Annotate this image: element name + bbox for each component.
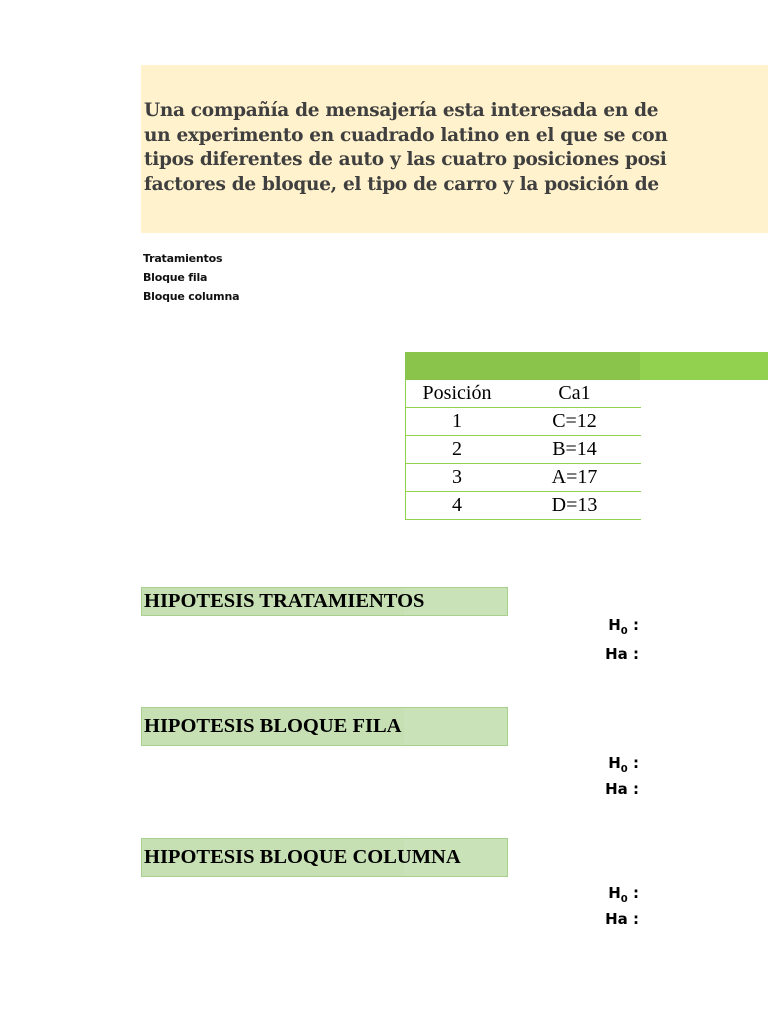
problem-line-3: tipos diferentes de auto y las cuatro posiciones posi [144, 149, 667, 170]
h0-colon: : [627, 884, 639, 902]
cell-ca1[interactable]: D=13 [508, 492, 641, 520]
data-table [405, 380, 641, 520]
table-row [406, 408, 642, 436]
cell-ca1[interactable]: C=12 [508, 408, 641, 436]
cell-posicion[interactable]: 3 [406, 464, 509, 492]
h0-letter: H [608, 884, 621, 902]
hypothesis-header-shade [404, 708, 507, 745]
h0-colon: : [627, 754, 639, 772]
hypothesis-tratamientos-h0 [608, 616, 639, 637]
table-header-row [406, 380, 642, 408]
label-bloque-columna: Bloque columna [143, 290, 240, 303]
table-row [406, 492, 642, 520]
problem-line-1: Una compañía de mensajería esta interesada en de [144, 100, 659, 121]
hypothesis-bloque-columna-ha: Ha : [605, 910, 639, 928]
table-header-bar-left [405, 352, 640, 380]
hypothesis-tratamientos-ha: Ha : [605, 645, 639, 663]
hypothesis-bloque-columna-header [141, 838, 508, 877]
h0-subscript: 0 [620, 764, 628, 775]
cell-ca1[interactable]: B=14 [508, 436, 641, 464]
header-ca1[interactable]: Ca1 [508, 380, 641, 408]
problem-statement-box [141, 65, 768, 233]
hypothesis-tratamientos-header [141, 587, 508, 616]
h0-subscript: 0 [620, 626, 628, 637]
cell-posicion[interactable]: 2 [406, 436, 509, 464]
h0-letter: H [608, 754, 621, 772]
label-bloque-fila: Bloque fila [143, 271, 208, 284]
label-tratamientos: Tratamientos [143, 252, 223, 265]
problem-line-2: un experimento en cuadrado latino en el que se con [144, 125, 668, 146]
hypothesis-bloque-columna-h0 [608, 884, 639, 905]
hypothesis-bloque-fila-title: HIPOTESIS BLOQUE FILA [144, 715, 402, 737]
cell-posicion[interactable]: 1 [406, 408, 509, 436]
hypothesis-bloque-columna-title: HIPOTESIS BLOQUE COLUMNA [144, 846, 461, 868]
hypothesis-bloque-fila-ha: Ha : [605, 780, 639, 798]
hypothesis-bloque-fila-h0 [608, 754, 639, 775]
table-row [406, 464, 642, 492]
hypothesis-tratamientos-title: HIPOTESIS TRATAMIENTOS [144, 590, 425, 612]
h0-subscript: 0 [620, 894, 628, 905]
header-posicion[interactable]: Posición [406, 380, 509, 408]
h0-letter: H [608, 616, 621, 634]
h0-colon: : [627, 616, 639, 634]
hypothesis-bloque-fila-header [141, 707, 508, 746]
cell-ca1[interactable]: A=17 [508, 464, 641, 492]
table-header-bar [405, 352, 768, 380]
problem-line-4: factores de bloque, el tipo de carro y la posición de [144, 174, 659, 195]
cell-posicion[interactable]: 4 [406, 492, 509, 520]
table-row [406, 436, 642, 464]
latin-square-table [405, 352, 768, 523]
